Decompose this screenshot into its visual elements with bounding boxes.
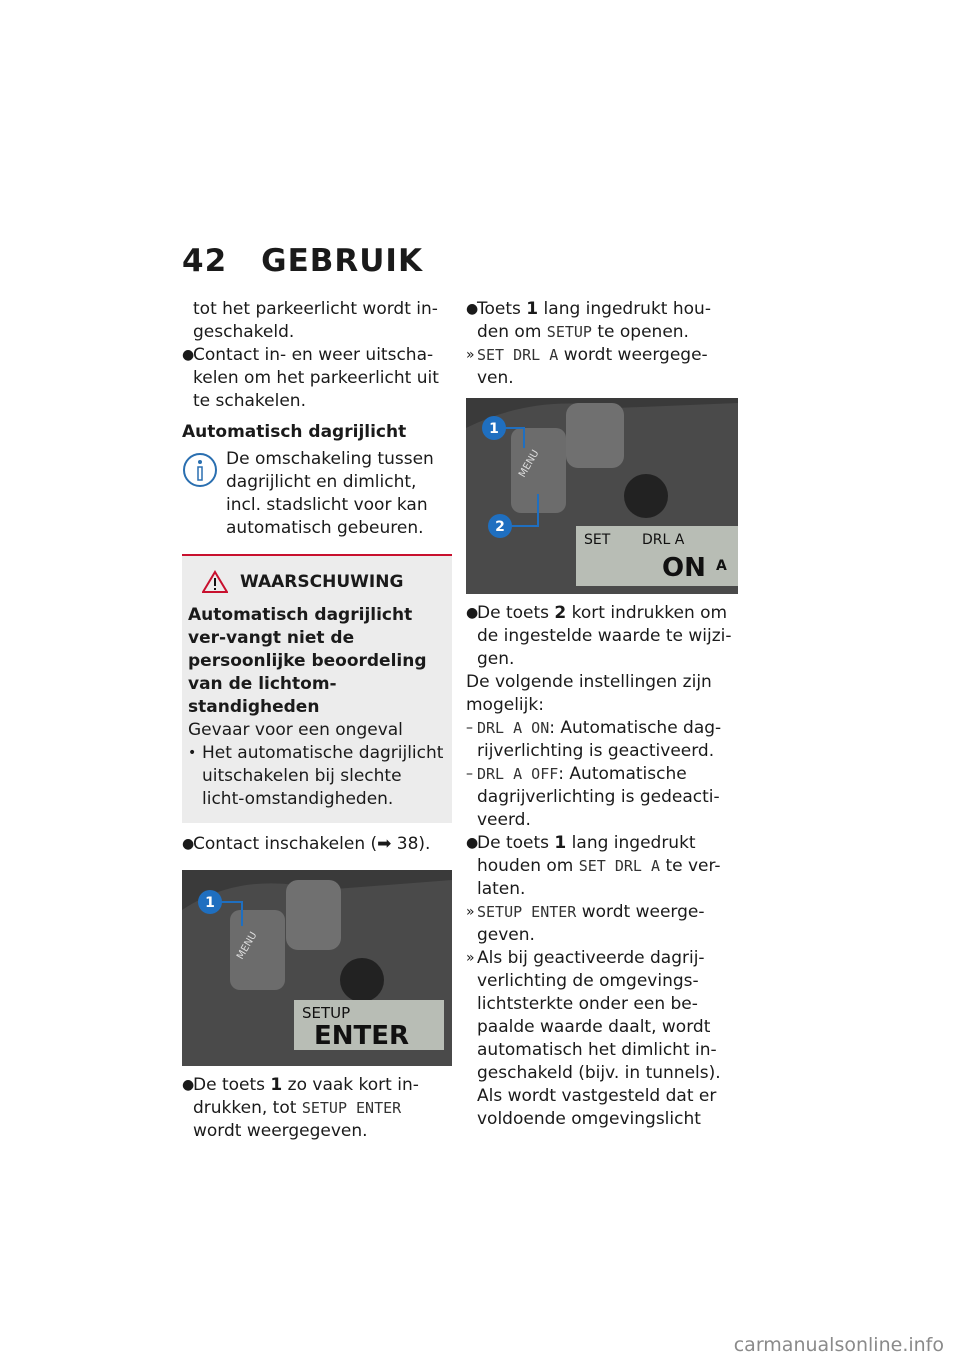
bullet-icon: ● xyxy=(182,347,195,363)
result-arrow-icon: » xyxy=(466,950,475,966)
paragraph: tot het parkeerlicht wordt in-geschakeld. xyxy=(193,299,438,342)
warning-title: WAARSCHUWING xyxy=(240,571,404,592)
section-heading: Automatisch dagrijlicht xyxy=(182,422,407,442)
menu-button-label: MENU xyxy=(517,448,542,480)
list-item: ● De toets 1 lang ingedrukt houden om SET DRL A te ver-laten. xyxy=(466,833,721,899)
dash-item: – DRL A OFF: Automatische dagrijverlichting is gedeacti-veerd. xyxy=(466,764,720,830)
photo-menu-button xyxy=(182,870,452,1066)
list-item: ● De toets 1 zo vaak kort in-drukken, tot SETUP ENTER wordt weergegeven. xyxy=(182,1075,419,1141)
list-item: ● Contact inschakelen (➡ 38). xyxy=(182,834,431,854)
lcd-line-1: SETUP xyxy=(302,1004,351,1022)
warning-list-item: • Het automatische dagrijlicht uitschakelen bij slechte licht-omstandigheden. xyxy=(188,743,444,809)
result-arrow-icon: » xyxy=(466,347,475,363)
info-note xyxy=(182,448,452,540)
paragraph: De volgende instellingen zijn mogelijk: xyxy=(466,672,712,715)
bullet-icon: ● xyxy=(182,1077,195,1093)
handlebar-photo-2 xyxy=(466,398,738,594)
left-column xyxy=(182,298,452,1143)
page-title: GEBRUIK xyxy=(261,243,423,279)
callout-1-label: 1 xyxy=(489,421,499,437)
bullet-icon: ● xyxy=(466,301,479,317)
photo-drl-setting xyxy=(466,398,738,594)
list-item: ● Toets 1 lang ingedrukt hou-den om SETUP te openen. xyxy=(466,299,711,342)
lcd-line-1: SET xyxy=(584,532,611,548)
dash-item: – DRL A ON: Automatische dag-rijverlichting is geactiveerd. xyxy=(466,718,722,761)
lcd-line-2: DRL A xyxy=(642,532,685,548)
lcd-line-2: ENTER xyxy=(314,1021,410,1051)
warning-text: Gevaar voor een ongeval xyxy=(188,720,403,740)
warning-bold-text: Automatisch dagrijlicht ver-vangt niet de persoonlijke beoordeling van de lichtom-standigheden xyxy=(188,605,427,717)
warning-triangle-icon xyxy=(202,570,228,594)
right-column xyxy=(466,298,742,1131)
warning-box xyxy=(182,554,452,823)
callout-2-label: 2 xyxy=(495,519,505,535)
note-text: De omschakeling tussen dagrijlicht en dimlicht, incl. stadslicht voor kan automatisch gebeuren. xyxy=(226,449,434,538)
callout-1-label: 1 xyxy=(205,895,215,911)
handlebar-photo-1 xyxy=(182,870,452,1066)
result-item: » Als bij geactiveerde dagrij-verlichting de omgevings-lichtsterkte onder een be-paalde waarde daalt, wordt automatisch het dimlicht in-geschakeld (bijv. in tunnels). Als wordt vastgesteld dat er voldoende omgevingslicht xyxy=(466,948,721,1129)
watermark: carmanualsonline.info xyxy=(733,1334,944,1356)
result-arrow-icon: » xyxy=(466,904,475,920)
info-icon xyxy=(182,452,218,488)
bullet-icon: ● xyxy=(182,836,195,852)
bullet-icon: ● xyxy=(466,605,479,621)
menu-button-label: MENU xyxy=(235,930,260,962)
result-item: » SET DRL A wordt weergege-ven. xyxy=(466,345,708,388)
list-item: ● Contact in- en weer uitscha-kelen om het parkeerlicht uit te schakelen. xyxy=(182,345,439,411)
bullet-icon: ● xyxy=(466,835,479,851)
page-header xyxy=(182,243,423,279)
list-item: ● De toets 2 kort indrukken om de ingestelde waarde te wijzi-gen. xyxy=(466,603,732,669)
page-number: 42 xyxy=(182,243,228,279)
lcd-line-4: A xyxy=(716,558,727,574)
lcd-line-3: ON xyxy=(662,553,706,583)
result-item: » SETUP ENTER wordt weerge-geven. xyxy=(466,902,705,945)
warning-header xyxy=(188,570,446,594)
page-ref-arrow-icon: ➡ xyxy=(377,834,392,854)
